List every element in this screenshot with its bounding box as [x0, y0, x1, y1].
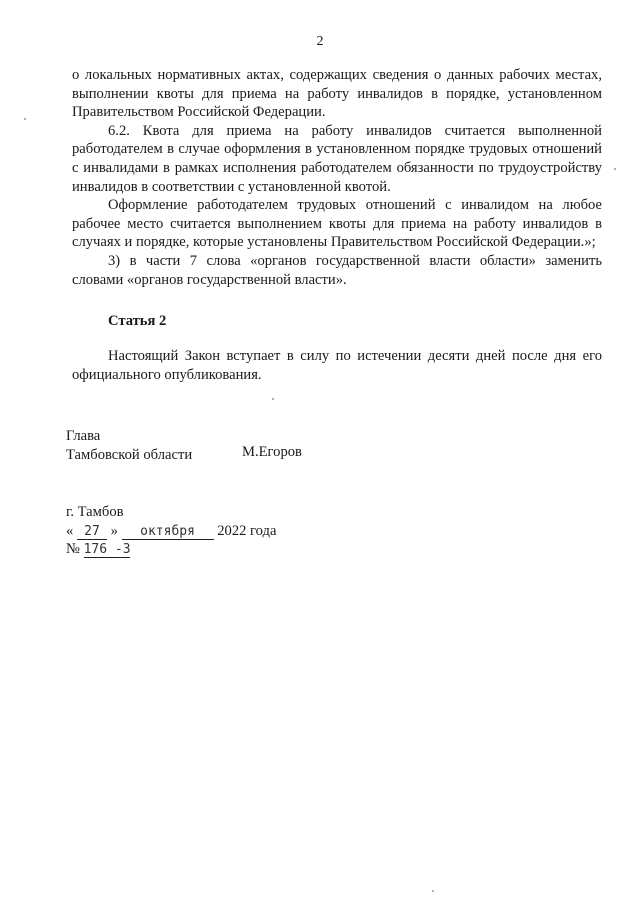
scan-speck — [272, 398, 274, 400]
scan-speck — [614, 168, 616, 170]
date-line — [66, 522, 276, 541]
signatory-position-line2: Тамбовской области — [66, 446, 193, 463]
date-open-quote: « — [66, 522, 74, 539]
number-line — [66, 540, 276, 559]
paragraph-item-3: 3) в части 7 слова «органов государственной власти области» заменить словами «органов государственной власти». — [72, 252, 602, 288]
date-year: 2022 года — [217, 522, 277, 539]
scan-speck — [432, 890, 434, 892]
page-number: 2 — [316, 34, 324, 49]
signature-block — [66, 427, 302, 464]
signatory-position-line1: Глава — [66, 428, 101, 444]
city-line: г. Тамбов — [66, 504, 124, 520]
date-month: октября — [122, 524, 214, 540]
article-2-heading: Статья 2 — [108, 313, 167, 329]
date-close-quote: » — [110, 522, 118, 539]
paragraph-continuation: о локальных нормативных актах, содержащих сведения о данных рабочих местах, выполнении квоты для приема на работу инвалидов в порядке, установленном Правительством Российской Федерации. — [72, 67, 602, 121]
date-day: 27 — [77, 524, 107, 540]
paragraph-6-2: 6.2. Квота для приема на работу инвалидов считается выполненной работодателем в случае оформления в установленном порядке трудовых отношений с инвалидами в рамках исполнения работодателем обязанности по трудоустройству инвалидов в соответствии с установленной квотой. — [72, 122, 602, 195]
law-number: 176 -З — [83, 542, 131, 558]
signatory-name: М.Егоров — [242, 444, 302, 460]
document-footer — [66, 503, 276, 559]
law-body-text — [72, 66, 602, 289]
number-prefix: № — [66, 541, 80, 558]
article-2-text: Настоящий Закон вступает в силу по истечении десяти дней после дня его официального опубликования. — [72, 348, 602, 383]
scan-speck — [24, 118, 26, 120]
paragraph-employment-registration: Оформление работодателем трудовых отношений с инвалидом на любое рабочее место считается выполнением квоты для приема на работу инвалидов в случаях и порядке, которые установлены Правительством Российской Федерации.»; — [72, 197, 602, 251]
